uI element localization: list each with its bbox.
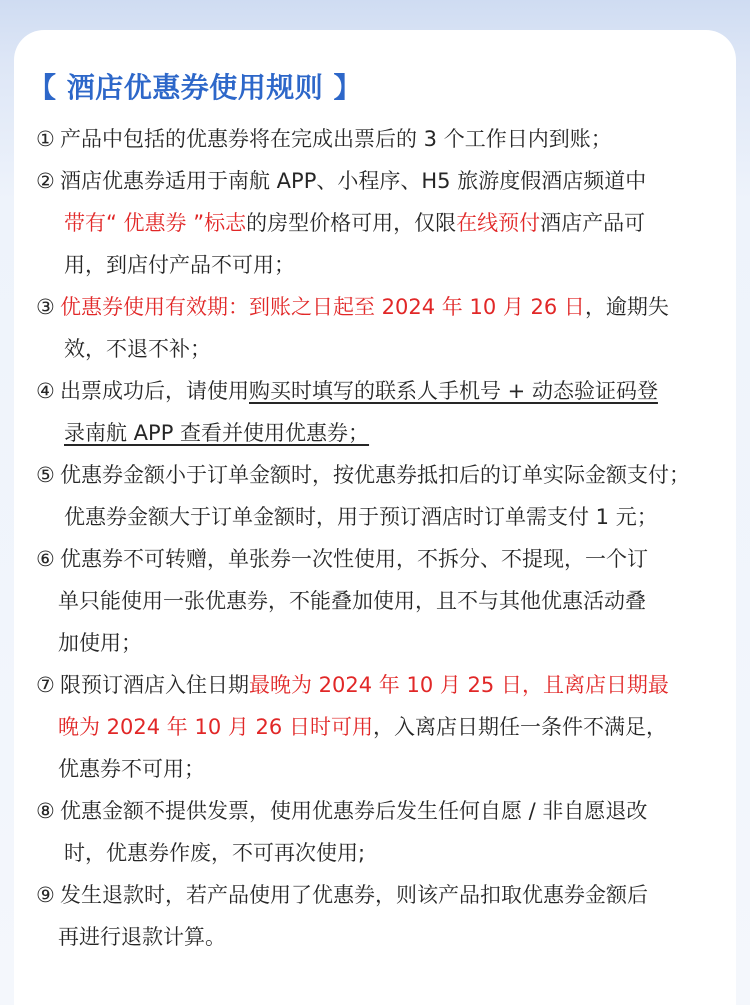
underlined-text: 录南航 APP 查看并使用优惠券；: [64, 421, 370, 445]
rule-number: ④: [36, 379, 55, 403]
highlight-text: 晚为 2024 年 10 月 26 日时可用: [58, 715, 373, 739]
rule-text: 优惠券不可用；: [58, 757, 205, 781]
rule-item-6: [36, 538, 730, 664]
rule-item-9: [36, 874, 730, 958]
rule-text: 加使用；: [58, 631, 142, 655]
rule-text: ，入离店日期任一条件不满足，: [372, 715, 667, 739]
rule-text: 时，优惠券作废，不可再次使用;: [64, 841, 366, 865]
rule-text: 优惠券金额大于订单金额时，用于预订酒店时订单需支付 1 元；: [64, 505, 658, 529]
rule-number: ⑨: [36, 883, 55, 907]
rule-item-5: [36, 454, 730, 538]
rule-text: 发生退款时，若产品使用了优惠券，则该产品扣取优惠券金额后: [60, 883, 648, 907]
underlined-text: 购买时填写的联系人手机号 + 动态验证码登: [249, 379, 658, 403]
page-title: 【 酒店优惠券使用规则 】: [28, 71, 362, 104]
highlight-text: 优惠券使用有效期：到账之日起至 2024 年 10 月 26 日: [60, 295, 585, 319]
rule-text: 产品中包括的优惠券将在完成出票后的 3 个工作日内到账；: [60, 127, 612, 151]
rule-number: ②: [36, 169, 55, 193]
rule-item-3: [36, 286, 730, 370]
rule-item-2: [36, 160, 730, 286]
rule-text: 的房型价格可用，仅限: [246, 211, 457, 235]
rule-text: 酒店优惠券适用于南航 APP、小程序、H5 旅游度假酒店频道中: [60, 169, 647, 193]
rule-item-7: [36, 664, 730, 790]
rule-text: 限预订酒店入住日期: [60, 673, 249, 697]
highlight-text: 在线预付: [456, 211, 541, 235]
rule-item-8: [36, 790, 730, 874]
rule-text: 出票成功后，请使用: [60, 379, 249, 403]
rule-text: 效，不退不补；: [64, 337, 211, 361]
highlight-text: 带有“ 优惠券 ”标志: [64, 211, 247, 235]
rule-number: ③: [36, 295, 55, 319]
rule-text: 用，到店付产品不可用；: [64, 253, 295, 277]
rule-text: 酒店产品可: [540, 211, 646, 235]
rule-number: ⑥: [36, 547, 55, 571]
rule-text: 单只能使用一张优惠券，不能叠加使用，且不与其他优惠活动叠: [58, 589, 646, 613]
rule-text: 再进行退款计算。: [58, 925, 226, 949]
rule-number: ⑤: [36, 463, 55, 487]
rule-text: ，逾期失: [584, 295, 669, 319]
rule-text: 优惠券金额小于订单金额时，按优惠券抵扣后的订单实际金额支付；: [60, 463, 690, 487]
rule-number: ⑦: [36, 673, 55, 697]
rule-text: 优惠金额不提供发票，使用优惠券后发生任何自愿 / 非自愿退改: [60, 799, 648, 823]
rule-text: 优惠券不可转赠，单张券一次性使用，不拆分、不提现，一个订: [60, 547, 648, 571]
rules-list: [36, 118, 730, 958]
highlight-text: 最晚为 2024 年 10 月 25 日，且离店日期最: [249, 673, 669, 697]
rule-item-1: [36, 118, 730, 160]
rule-number: ①: [36, 127, 55, 151]
rule-item-4: [36, 370, 730, 454]
rule-number: ⑧: [36, 799, 55, 823]
